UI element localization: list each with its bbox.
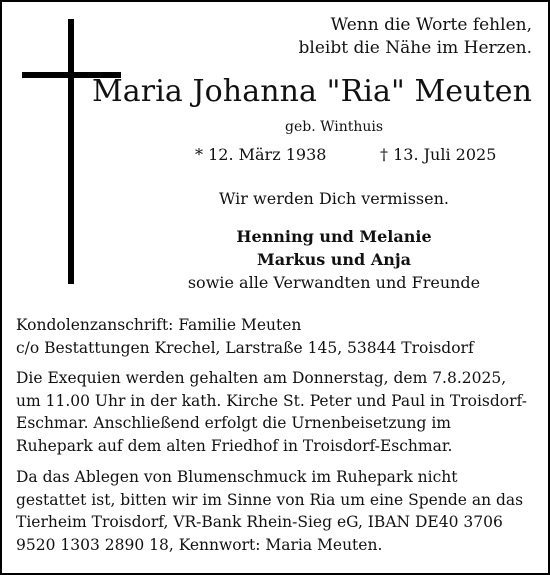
born-name: geb. Winthuis (285, 119, 384, 135)
text-line: Eschmar. Anschließend erfolgt die Urnenbeisetzung im (16, 414, 451, 432)
motto (299, 14, 532, 60)
death-date: † 13. Juli 2025 (380, 145, 497, 164)
condolence-address (16, 314, 542, 359)
motto-line: Wenn die Worte fehlen, (330, 15, 532, 35)
signer-line: sowie alle Verwandten und Freunde (187, 273, 481, 292)
text-line: Da das Ablegen von Blumenschmuck im Ruhepark nicht (16, 468, 458, 486)
birth-date: * 12. März 1938 (195, 145, 327, 164)
text-line: gestattet ist, bitten wir im Sinne von Ria um eine Spende an das (16, 490, 524, 509)
farewell-line: Wir werden Dich vermissen. (219, 189, 449, 208)
text-line: Die Exequien werden gehalten am Donnerstag, dem 7.8.2025, (16, 369, 507, 387)
cross-vertical-bar (68, 19, 74, 284)
text-line: um 11.00 Uhr in der kath. Kirche St. Peter und Paul in Troisdorf- (16, 391, 527, 410)
donation-request (16, 466, 542, 556)
deceased-name: Maria Johanna "Ria" Meuten (91, 74, 532, 109)
text-line: Ruhepark auf dem alten Friedhof in Troisdorf-Eschmar. (16, 436, 453, 455)
signers (132, 225, 536, 294)
text-line: 9520 1303 2890 18, Kennwort: Maria Meuten. (16, 535, 383, 554)
text-line: Kondolenzanschrift: Familie Meuten (16, 316, 302, 334)
signer-line: Markus und Anja (256, 250, 412, 269)
motto-line: bleibt die Nähe im Herzen. (298, 38, 532, 58)
text-line: c/o Bestattungen Krechel, Larstraße 145, 53844 Troisdorf (16, 338, 474, 357)
funeral-details (16, 367, 542, 457)
text-line: Tierheim Troisdorf, VR-Bank Rhein-Sieg eG, IBAN DE40 3706 (16, 513, 503, 531)
signer-line: Henning und Melanie (236, 227, 432, 246)
